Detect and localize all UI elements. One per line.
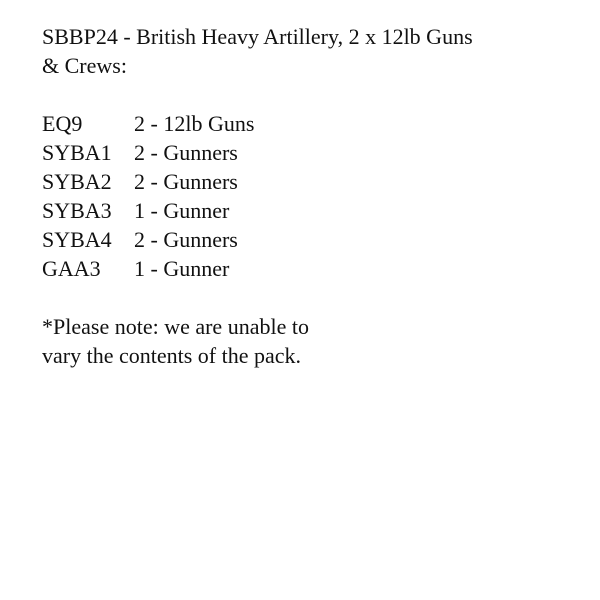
list-item [42,167,582,196]
item-description: 2 - Gunners [134,169,238,194]
pack-note-line-2: vary the contents of the pack. [42,343,302,368]
list-item [42,254,582,283]
list-item [42,196,582,225]
pack-title-line-2: & Crews: [42,53,127,78]
list-item [42,138,582,167]
pack-note-line-1: *Please note: we are unable to [42,314,309,339]
list-item [42,225,582,254]
item-code: SYBA3 [42,198,112,223]
item-description: 1 - Gunner [134,198,230,223]
pack-title-line-1: SBBP24 - British Heavy Artillery, 2 x 12lb Guns [42,24,473,49]
item-code: SYBA1 [42,140,112,165]
item-description: 1 - Gunner [134,256,230,281]
item-description: 2 - 12lb Guns [134,111,255,136]
item-code: SYBA4 [42,227,112,252]
item-code: SYBA2 [42,169,112,194]
item-code: GAA3 [42,256,101,281]
pack-note [42,312,582,370]
list-item [42,109,582,138]
pack-title [42,22,582,80]
product-description [42,22,582,370]
item-description: 2 - Gunners [134,140,238,165]
item-code: EQ9 [42,111,83,136]
pack-contents-list [42,109,582,283]
item-description: 2 - Gunners [134,227,238,252]
